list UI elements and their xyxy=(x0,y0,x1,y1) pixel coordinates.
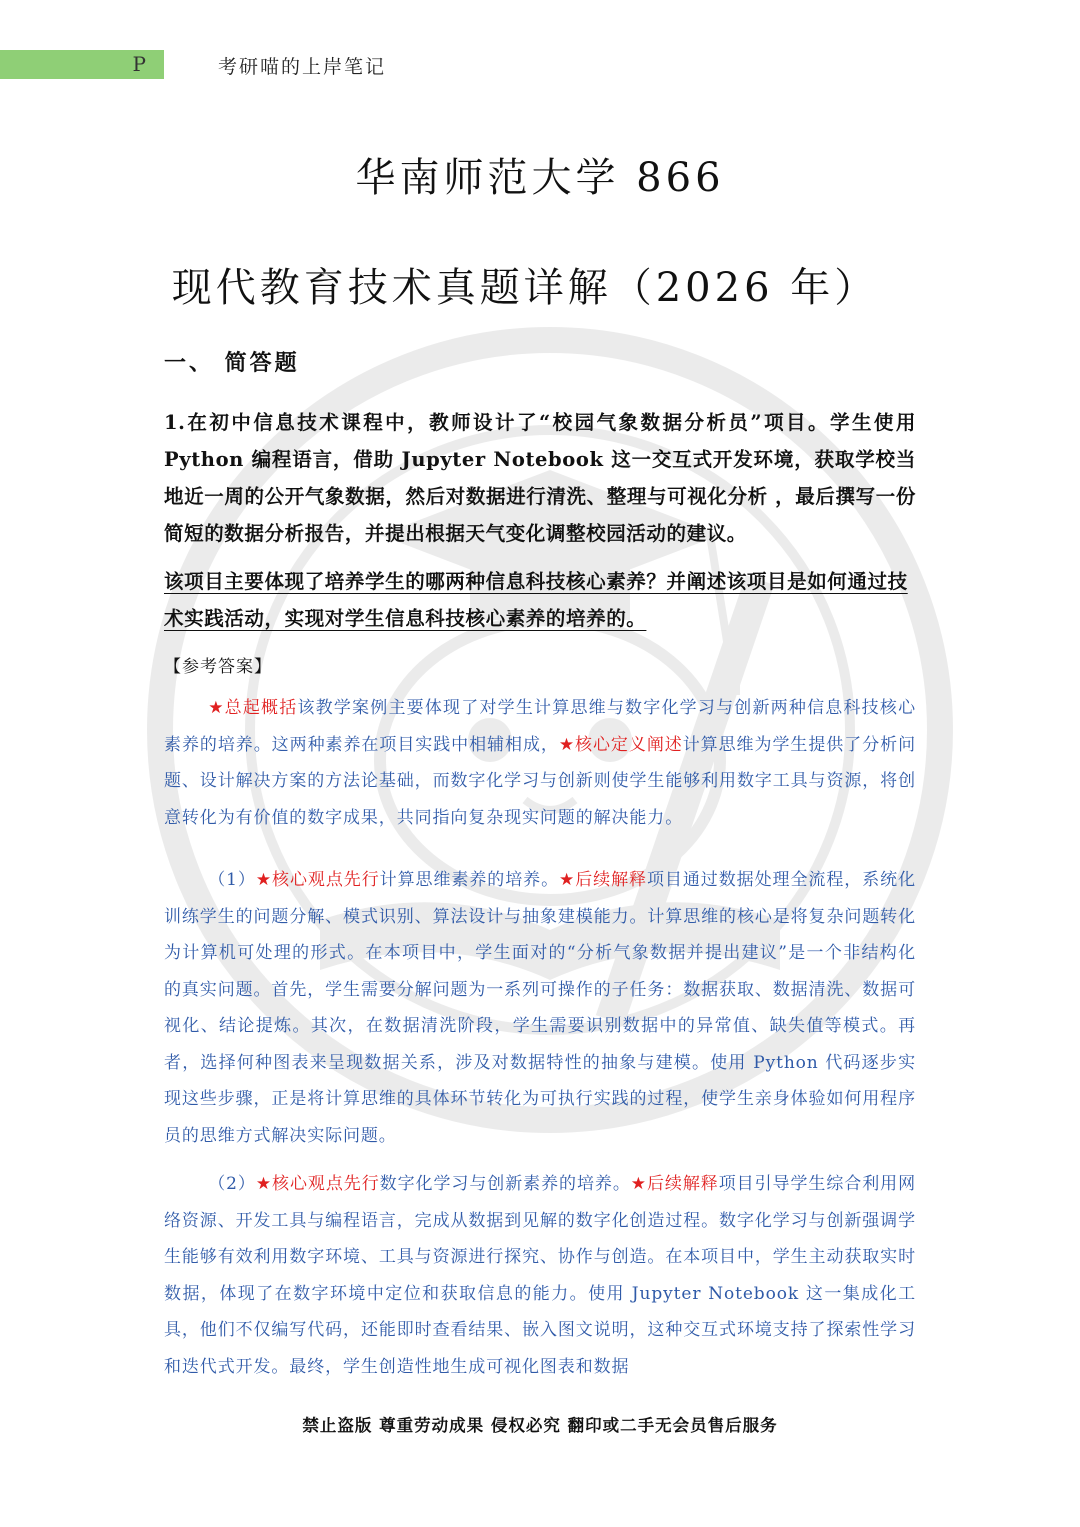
answer-text: 该教学案例主要体现了对学生计算思维与数字化学习与创新两种信息科技核心素养的培养。这两种素养在项目实践中相辅相成， xyxy=(164,698,916,755)
answer-paragraph-2 xyxy=(164,1166,916,1385)
answer-paragraph-1 xyxy=(164,862,916,1154)
section-heading: 一、 简答题 xyxy=(164,350,300,376)
document-title-line1: 华南师范大学 866 xyxy=(355,155,725,201)
answer-number: （2） xyxy=(208,1174,256,1194)
answer-text: 数字化学习与创新素养的培养。 xyxy=(379,1174,631,1194)
answer-number: （1） xyxy=(208,870,256,890)
answer-text: 计算思维为学生提供了分析问题、设计解决方案的方法论基础，而数字化学习与创新则使学生能够利用数字工具与资源，将创意转化为有价值的数字成果，共同指向复杂现实问题的解决能力。 xyxy=(164,734,916,828)
answer-text: 项目通过数据处理全流程，系统化训练学生的问题分解、模式识别、算法设计与抽象建模能力。计算思维的核心是将复杂问题转化为计算机可处理的形式。在本项目中，学生面对的“分析气象数据并提出建议”是一个非结构化的真实问题。首先，学生需要分解问题为一系列可操作的子任务：数据获取、数据清洗、数据可视化、结论提炼。其次，在数据清洗阶段，学生需要识别数据中的异常值、缺失值等模式。再者，选择何种图表来呈现数据关系，涉及对数据特性的抽象与建模。使用 Python 代码逐步实现这些步骤，正是将计算思维的具体环节转化为可执行实践的过程，使学生亲身体验如何用程序员的思维方式解决实际问题。 xyxy=(164,870,917,1146)
answer-paragraph-summary xyxy=(164,690,916,836)
question-task-underlined: 该项目主要体现了培养学生的哪两种信息科技核心素养？并阐述该项目是如何通过技术实践活动，实现对学生信息科技核心素养的培养的。 xyxy=(164,570,908,630)
header-tab xyxy=(0,50,164,79)
answer-key-phrase: ★后续解释 xyxy=(630,1174,719,1194)
header-tab-letter: P xyxy=(132,52,146,76)
answer-key-phrase: ★核心观点先行 xyxy=(255,1174,380,1194)
answer-key-phrase: ★总起概括 xyxy=(208,698,298,718)
answer-text: 计算思维素养的培养。 xyxy=(379,870,560,890)
footer-notice: 禁止盗版 尊重劳动成果 侵权必究 翻印或二手无会员售后服务 xyxy=(302,1416,778,1435)
answer-text: 项目引导学生综合利用网络资源、开发工具与编程语言，完成从数据到见解的数字化创造过程。数字化学习与创新强调学生能够有效利用数字环境、工具与资源进行探究、协作与创造。在本项目中，学生主动获取实时数据，体现了在数字环境中定位和获取信息的能力。使用 Jupyter Notebook 这一集成化工具，他们不仅编写代码，还能即时查看结果、嵌入图文说明，这种交互式环境支持了探索性学习和迭代式开发。最终，学生创造性地生成可视化图表和数据 xyxy=(164,1174,916,1377)
answer-key-phrase: ★核心观点先行 xyxy=(255,870,380,890)
answer-key-phrase: ★核心定义阐述 xyxy=(558,734,683,755)
reference-answer-label: 【参考答案】 xyxy=(164,657,272,677)
answer-key-phrase: ★后续解释 xyxy=(559,870,647,890)
header-title: 考研喵的上岸笔记 xyxy=(218,56,387,78)
question-task xyxy=(164,563,916,637)
question-text: 1.在初中信息技术课程中，教师设计了“校园气象数据分析员”项目。学生使用 Python 编程语言，借助 Jupyter Notebook 这一交互式开发环境，获取学校当地近一周的公开气象数据，然后对数据进行清洗、整理与可视化分析 ，最后撰写一份简短的数据分析报告，并提出根据天气变化调整校园活动的建议。 xyxy=(164,411,916,545)
document-title-line2: 现代教育技术真题详解（2026 年） xyxy=(171,265,879,311)
